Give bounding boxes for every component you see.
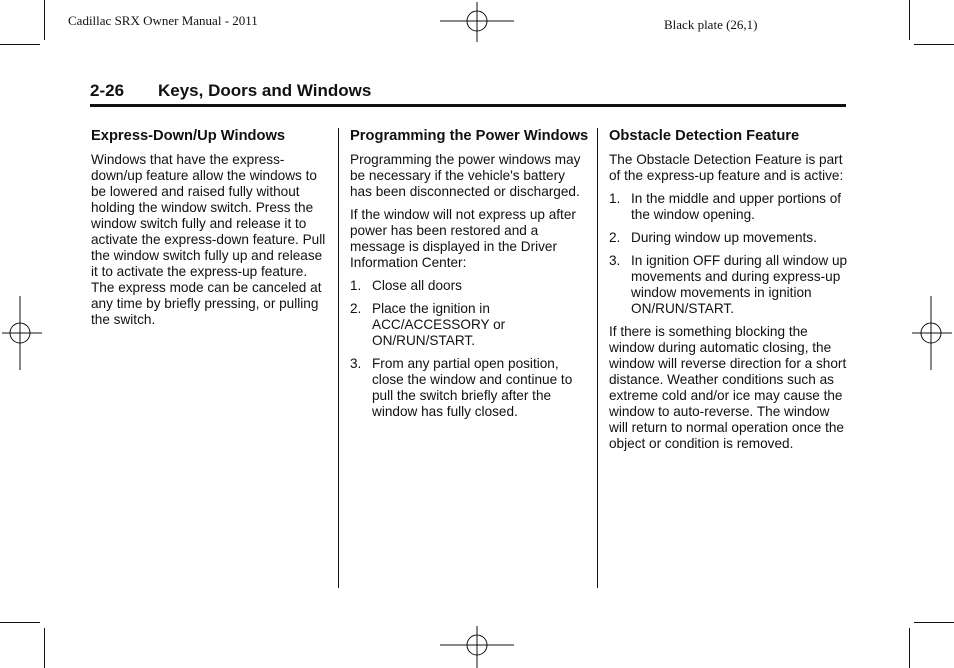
programming-steps bbox=[350, 278, 590, 420]
list-item bbox=[350, 278, 590, 294]
plate-label: Black plate (26,1) bbox=[664, 17, 758, 32]
step-text: From any partial open position, close the window and continue to pull the switch briefly after the window has fully closed. bbox=[372, 356, 573, 419]
section-title: Keys, Doors and Windows bbox=[158, 81, 372, 100]
column-programming bbox=[350, 127, 590, 427]
registration-mark-bottom-icon bbox=[440, 626, 514, 668]
registration-mark-left-icon bbox=[2, 296, 42, 370]
programming-paragraph: Programming the power windows may be necessary if the vehicle's battery has been disconnected or discharged. bbox=[350, 152, 581, 199]
step-number: 2. bbox=[350, 301, 362, 316]
manual-title: Cadillac SRX Owner Manual - 2011 bbox=[68, 13, 258, 28]
registration-mark-right-icon bbox=[912, 296, 952, 370]
list-item bbox=[609, 230, 849, 246]
step-text: Close all doors bbox=[372, 278, 462, 293]
obstacle-heading: Obstacle Detection Feature bbox=[609, 128, 800, 144]
column-divider-2 bbox=[597, 128, 598, 588]
obstacle-closing: If there is something blocking the window during automatic closing, the window will reverse direction for a short distance. Weather conditions such as extreme cold and/or ice may cause the window to auto-reverse. The window will return to normal operation once the object or condition is removed. bbox=[609, 324, 847, 451]
programming-heading: Programming the Power Windows bbox=[350, 128, 589, 144]
obstacle-items bbox=[609, 191, 849, 317]
list-item bbox=[350, 356, 590, 420]
item-number: 3. bbox=[609, 253, 621, 268]
column-divider-1 bbox=[338, 128, 339, 588]
list-item bbox=[609, 191, 849, 223]
express-paragraph: Windows that have the express-down/up feature allow the windows to be lowered and raised fully without holding the window switch. Press the window switch fully and release it to activate the express-down feature. Pull the window switch fully up and release it to activate the express-up feature. The express mode can be canceled at any time by briefly pressing, or pulling the switch. bbox=[91, 152, 326, 327]
step-text: Place the ignition in ACC/ACCESSORY or ON/RUN/START. bbox=[372, 301, 506, 348]
obstacle-intro: The Obstacle Detection Feature is part of the express-up feature and is active: bbox=[609, 152, 844, 183]
item-text: In ignition OFF during all window up movements and during express-up window movements in ignition ON/RUN/START. bbox=[631, 253, 848, 316]
list-item bbox=[609, 253, 849, 317]
item-text: In the middle and upper portions of the window opening. bbox=[631, 191, 842, 222]
column-express-windows bbox=[91, 127, 327, 335]
section-header bbox=[90, 80, 846, 107]
step-number: 3. bbox=[350, 356, 362, 371]
list-item bbox=[350, 301, 590, 349]
registration-mark-top-icon bbox=[440, 2, 514, 42]
step-number: 1. bbox=[350, 278, 362, 293]
express-heading: Express-Down/Up Windows bbox=[91, 128, 286, 144]
programming-paragraph: If the window will not express up after power has been restored and a message is displayed in the Driver Information Center: bbox=[350, 207, 576, 270]
item-number: 2. bbox=[609, 230, 621, 245]
item-text: During window up movements. bbox=[631, 230, 817, 245]
page-number: 2-26 bbox=[90, 81, 125, 100]
column-obstacle-detection bbox=[609, 127, 849, 459]
item-number: 1. bbox=[609, 191, 621, 206]
